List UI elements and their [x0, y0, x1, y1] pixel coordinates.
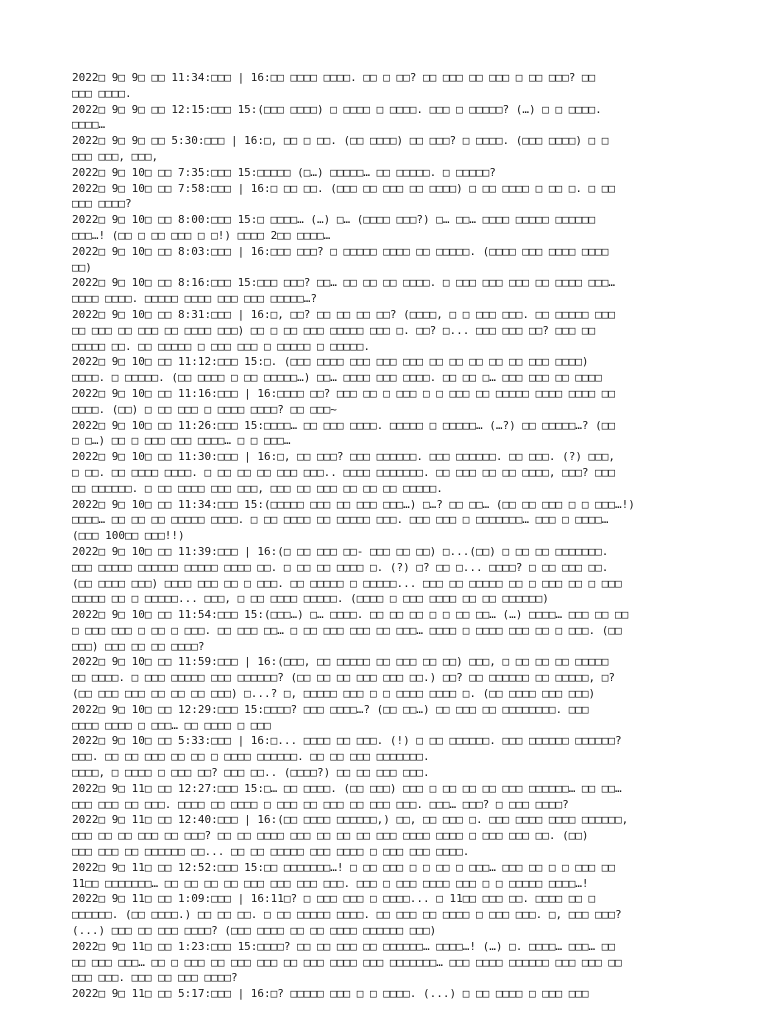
log-line: (□□ □□□ □□□ □□ □□ □□ □□□) □...? □, □□□□□ □□□ □ □ □□□□ □□□□ □. (□□ □□□□ □□□ □□□)	[72, 687, 596, 701]
log-line: 2022□ 9□ 11□ □□ 1:09:□□□ | 16:11□? □ □□□ □□□ □ □□□□... □ 11□□ □□□ □□. □□□□ □□ □	[72, 892, 596, 906]
log-line: □□□□… □□ □□ □□ □□□□□ □□□□. □ □□ □□□□ □□ □□□□□ □□□. □□□ □□□ □ □□□□□□□… □□□ □ □□□□…	[72, 513, 609, 527]
log-line: □□□□□ □□. □□ □□□□□ □ □□□ □□□ □ □□□□□ □ □□□□□.	[72, 339, 371, 353]
log-line: □□)	[72, 260, 92, 274]
log-line: 2022□ 9□ 10□ □□ 7:58:□□□ | 16:□ □□ □□. (□□□ □□ □□□ □□ □□□□) □ □□ □□□□ □ □□ □. □ □□	[72, 181, 616, 195]
log-line: □□ □□□ □□ □□□ □□ □□□□ □□□) □□ □ □□ □□□ □□□□□ □□□ □. □□? □... □□□ □□□ □□? □□□ □□	[72, 323, 596, 337]
log-line: 2022□ 9□ 10□ □□ 11:39:□□□ | 16:(□ □□ □□□ □□- □□□ □□ □□) □...(□□) □ □□ □□ □□□□□□□.	[72, 544, 609, 558]
log-line: 2022□ 9□ 9□ □□ 12:15:□□□ 15:(□□□ □□□□) □ □□□□ □ □□□□. □□□ □ □□□□□? (…) □ □ □□□□.	[72, 102, 602, 116]
log-line: 2022□ 9□ 11□ □□ 12:40:□□□ | 16:(□□ □□□□ □□□□□□,) □□, □□ □□□ □. □□□ □□□□ □□□□ □□□□□□,	[72, 813, 629, 827]
log-line: (□□ □□□□ □□□) □□□□ □□□ □□ □ □□□. □□ □□□□□ □ □□□□□... □□□ □□ □□□□□ □□ □ □□□ □□ □ □□□	[72, 576, 622, 590]
log-line: (□□□ 100□□ □□□!!)	[72, 529, 185, 543]
log-line: □□□□□□. (□□ □□□□.) □□ □□ □□. □ □□ □□□□□ □□□□. □□ □□□ □□ □□□□ □ □□□ □□□. □, □□□ □□□?	[72, 908, 622, 922]
log-line: □□□□ □□□□ □ □□□… □□ □□□□ □ □□□	[72, 718, 271, 732]
log-line: □ □□. □□ □□□□ □□□□. □ □□ □□ □□ □□□ □□□.. □□□□ □□□□□□□. □□ □□□ □□ □□ □□□□, □□□? □□□	[72, 465, 616, 479]
log-line: □□□□ □□□□. □□□□□ □□□□ □□□ □□□ □□□□□…?	[72, 292, 318, 306]
log-line: □□□□, □ □□□□ □ □□□ □□? □□□ □□.. (□□□□?) □□ □□ □□□ □□□.	[72, 766, 430, 780]
log-line: 2022□ 9□ 10□ □□ 12:29:□□□ 15:□□□□? □□□ □□□□…? (□□ □□…) □□ □□□ □□ □□□□□□□□. □□□	[72, 702, 589, 716]
log-line: □□□□. □ □□□□□. (□□ □□□□ □ □□ □□□□□…) □□… □□□□ □□□ □□□□. □□ □□ □… □□□ □□□ □□ □□□□	[72, 371, 602, 385]
log-line: 2022□ 9□ 10□ □□ 11:59:□□□ | 16:(□□□, □□ □□□□□ □□ □□□ □□ □□) □□□, □ □□ □□ □□ □□□□□	[72, 655, 609, 669]
log-line: 2022□ 9□ 11□ □□ 12:52:□□□ 15:□□ □□□□□□□…! □ □□ □□□ □ □ □□ □ □□□… □□□ □□ □ □ □□□ □□	[72, 860, 616, 874]
log-line: □□□ □□□. □□□ □□ □□□ □□□□?	[72, 971, 238, 985]
log-line: □□ □□□□□□. □ □□ □□□□ □□□ □□□, □□□ □□ □□□ □□ □□ □□ □□□□□.	[72, 481, 443, 495]
log-line: 2022□ 9□ 10□ □□ 7:35:□□□ 15:□□□□□ (□…) □□□□□… □□ □□□□□. □ □□□□□?	[72, 165, 496, 179]
log-line: 2022□ 9□ 11□ □□ 1:23:□□□ 15:□□□□? □□ □□ □□□ □□ □□□□□□… □□□□…! (…) □. □□□□… □□□… □□	[72, 939, 616, 953]
log-line: 2022□ 9□ 9□ □□ 11:34:□□□ | 16:□□ □□□□ □□□□. □□ □ □□? □□ □□□ □□ □□□ □ □□ □□□? □□	[72, 71, 596, 84]
log-line: □□□ □□□□□ □□□□□□ □□□□□ □□□□ □□. □ □□ □□ □□□□ □. (?) □? □□ □... □□□□? □ □□ □□□ □□.	[72, 560, 609, 574]
log-line: 2022□ 9□ 10□ □□ 8:03:□□□ | 16:□□□ □□□? □ □□□□□ □□□□ □□ □□□□□. (□□□□ □□□ □□□□ □□□□	[72, 244, 609, 258]
log-line: □□□□…	[72, 118, 106, 132]
log-line: □□□ □□□ □□ □□□□□□ □□... □□ □□ □□□□□ □□□ □□□□ □ □□□ □□□ □□□□.	[72, 845, 470, 859]
log-line: □□□ □□□□.	[72, 86, 132, 100]
log-line: 2022□ 9□ 11□ □□ 12:27:□□□ 15:□… □□ □□□□. (□□ □□□) □□□ □ □□ □□ □□ □□□ □□□□□□… □□ □□…	[72, 781, 622, 795]
log-line: 2022□ 9□ 10□ □□ 11:12:□□□ 15:□. (□□□ □□□□ □□□ □□□ □□□ □□ □□ □□ □□ □□ □□□ □□□□)	[72, 355, 589, 369]
log-line: □□□ □□□□?	[72, 197, 132, 211]
log-line: 2022□ 9□ 10□ □□ 11:16:□□□ | 16:□□□□ □□? □□□ □□ □ □□□ □ □ □□□ □□ □□□□□ □□□□ □□□□ □□	[72, 386, 616, 400]
log-line: 2022□ 9□ 10□ □□ 8:00:□□□ 15:□ □□□□… (…) □… (□□□□ □□□?) □… □□… □□□□ □□□□□ □□□□□□	[72, 213, 596, 227]
log-line: 2022□ 9□ 10□ □□ 11:26:□□□ 15:□□□□… □□ □□□ □□□□. □□□□□ □ □□□□□… (…?) □□ □□□□□…? (□□	[72, 418, 616, 432]
log-line: □□□□□ □□ □ □□□□□... □□□, □ □□ □□□□ □□□□□. (□□□□ □ □□□ □□□□ □□ □□ □□□□□□)	[72, 592, 549, 606]
log-line: □□□ □□□ □□ □□□. □□□□ □□ □□□□ □ □□□ □□ □□□ □□ □□□ □□□. □□□… □□□? □ □□□ □□□□?	[72, 797, 569, 811]
log-line: □□□ □□ □□ □□□ □□ □□□? □□ □□ □□□□ □□□ □□ □□ □□ □□□ □□□□ □□□□ □ □□□ □□□ □□. (□□)	[72, 829, 589, 843]
log-line: 2022□ 9□ 10□ □□ 8:31:□□□ | 16:□, □□? □□ □□ □□ □□? (□□□□, □ □ □□□ □□□. □□ □□□□□ □□□	[72, 307, 616, 321]
log-line: 2022□ 9□ 10□ □□ 5:33:□□□ | 16:□... □□□□ □□ □□□. (!) □ □□ □□□□□□. □□□ □□□□□□ □□□□□□?	[72, 734, 622, 748]
log-line: 2022□ 9□ 10□ □□ 11:34:□□□ 15:(□□□□□ □□□ □□ □□□ □□□…) □…? □□ □□… (□□ □□ □□□ □ □ □□□…!)	[72, 497, 635, 511]
log-line: 2022□ 9□ 10□ □□ 11:30:□□□ | 16:□, □□ □□□? □□□ □□□□□□. □□□ □□□□□□. □□ □□□. (?) □□□,	[72, 450, 616, 464]
log-line: □□□. □□ □□ □□□ □□ □□ □ □□□□ □□□□□□. □□ □□ □□□ □□□□□□□.	[72, 750, 430, 764]
log-line: □□□) □□□ □□ □□ □□□□?	[72, 639, 205, 653]
log-line: 11□□ □□□□□□□… □□ □□ □□ □□ □□□ □□□ □□□ □□□. □□□ □ □□□ □□□□ □□□ □ □ □□□□□ □□□□…!	[72, 876, 589, 890]
log-line: (...) □□□ □□ □□□ □□□□? (□□□ □□□□ □□ □□ □□□□ □□□□□□ □□□)	[72, 924, 437, 938]
log-line: □□□ □□□, □□□,	[72, 149, 159, 163]
log-line: 2022□ 9□ 10□ □□ 11:54:□□□ 15:(□□□…) □… □□□□. □□ □□ □□ □ □ □□ □□… (…) □□□□… □□□ □□ □□	[72, 608, 629, 622]
log-line: □ □□□ □□□ □ □□ □ □□□. □□ □□□ □□… □ □□ □□□ □□□ □□ □□□… □□□□ □ □□□□ □□□ □□ □ □□□. (□□	[72, 623, 622, 637]
log-line: 2022□ 9□ 11□ □□ 5:17:□□□ | 16:□? □□□□□ □□□ □ □ □□□□. (...) □ □□ □□□□ □ □□□ □□□	[72, 987, 589, 1001]
log-line: 2022□ 9□ 9□ □□ 5:30:□□□ | 16:□, □□ □ □□. (□□ □□□□) □□ □□□? □ □□□□. (□□□ □□□□) □ □	[72, 134, 609, 148]
chat-log-document	[72, 70, 712, 1002]
log-line: □□ □□□ □□□… □□ □ □□□ □□ □□□ □□□ □□ □□□ □□□□ □□□ □□□□□□□… □□□ □□□□ □□□□□□ □□□ □□□ □□	[72, 955, 622, 969]
log-line: □□ □□□□. □ □□□ □□□□□ □□□ □□□□□□? (□□ □□ □□ □□□ □□□ □□.) □□? □□ □□□□□□ □□ □□□□□, □?	[72, 671, 616, 685]
log-line: □□□…! (□□ □ □□ □□□ □ □!) □□□□ 2□□ □□□□…	[72, 228, 331, 242]
log-line: □ □…) □□ □ □□□ □□□ □□□□… □ □ □□□…	[72, 434, 291, 448]
log-line: □□□□. (□□) □ □□ □□□ □ □□□□ □□□□? □□ □□□~	[72, 402, 337, 416]
log-line: 2022□ 9□ 10□ □□ 8:16:□□□ 15:□□□ □□□? □□… □□ □□ □□ □□□□. □ □□□ □□□ □□□ □□ □□□□ □□□…	[72, 276, 616, 290]
